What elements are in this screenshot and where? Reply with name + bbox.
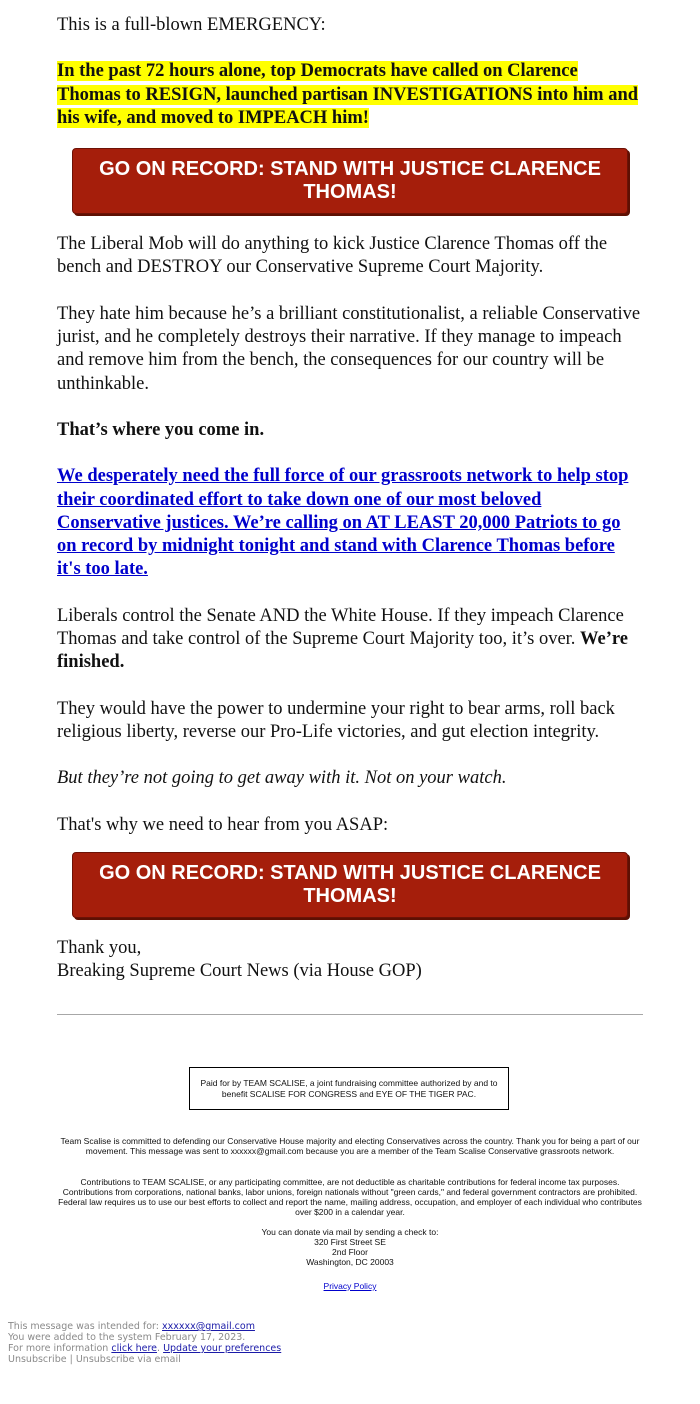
intended-email-link[interactable]: xxxxxx@gmail.com bbox=[162, 1321, 255, 1332]
email-body bbox=[57, 14, 643, 983]
address-line-1: 320 First Street SE bbox=[314, 1237, 386, 1247]
update-preferences-link[interactable]: Update your preferences bbox=[163, 1343, 282, 1354]
intended-for-line bbox=[8, 1321, 408, 1332]
paid-for-box bbox=[189, 1067, 509, 1110]
privacy-policy-link[interactable]: Privacy Policy bbox=[323, 1281, 377, 1291]
asap-line: That's why we need to hear from you ASAP: bbox=[57, 814, 389, 835]
contributions-text: Contributions to TEAM SCALISE, or any participating committee, are not deductible as charitable contributions for federal income tax purposes. Contributions from corporations, national banks, labor unions, foreign nationals without "green cards," and federal government contractors are prohibited. Federal law requires us to use our best efforts to collect and report the name, mailing address, occupation, and employer of each individual who contributes over $200 in a calendar year. bbox=[58, 1177, 642, 1217]
highlight-text: In the past 72 hours alone, top Democrats have called on Clarence Thomas to RESIGN, launched partisan INVESTIGATIONS into him and his wife, and moved to IMPEACH him! bbox=[57, 61, 639, 128]
paragraph-they-hate: They hate him because he’s a brilliant constitutionalist, a reliable Conservative jurist, and he completely destroys their narrative. If they manage to impeach and remove him from the bench, the consequences for our country will be unthinkable. bbox=[57, 303, 641, 394]
address-line-2: 2nd Floor bbox=[332, 1247, 368, 1257]
emergency-intro: This is a full-blown EMERGENCY: bbox=[57, 15, 326, 35]
more-info-line bbox=[8, 1343, 408, 1354]
address-line-3: Washington, DC 20003 bbox=[306, 1257, 394, 1267]
cta-button-top[interactable]: GO ON RECORD: STAND WITH JUSTICE CLARENCE THOMAS! bbox=[72, 148, 628, 214]
italic-line: But they’re not going to get away with it. Not on your watch. bbox=[57, 768, 507, 789]
unsubscribe-line bbox=[8, 1354, 408, 1365]
click-here-link[interactable]: click here bbox=[111, 1343, 158, 1354]
paragraph-power: They would have the power to undermine your right to bear arms, roll back religious liberty, reverse our Pro-Life victories, and gut election integrity. bbox=[57, 698, 615, 742]
highlight-paragraph bbox=[57, 60, 643, 130]
footer-address bbox=[57, 1227, 643, 1267]
where-you-come-in: That’s where you come in. bbox=[57, 419, 265, 440]
cta-wrapper-top bbox=[57, 148, 643, 214]
grassroots-link[interactable]: We desperately need the full force of our grassroots network to help stop their coordinated effort to take down one of our most beloved Conservative justices. We’re calling on AT LEAST 20,000 Patriots to go on record by midnight tonight and stand with Clarence Thomas before it's too late. bbox=[57, 466, 629, 580]
footer-privacy bbox=[57, 1281, 643, 1291]
committed-text: Team Scalise is committed to defending our Conservative House majority and electing Conservatives across the country. Thank you for being a part of our movement. This message was sent to xxxxxx@gmail.com because you are a member of the Team Scalise Conservative grassroots network. bbox=[60, 1136, 640, 1156]
liberals-control-text: Liberals control the Senate AND the White House. If they impeach Clarence Thomas and take control of the Supreme Court Majority too, it’s over. bbox=[57, 605, 624, 650]
intended-for-label: This message was intended for: bbox=[8, 1321, 159, 1332]
paragraph-liberal-mob: The Liberal Mob will do anything to kick Justice Clarence Thomas off the bench and DESTROY our Conservative Supreme Court Majority. bbox=[57, 234, 608, 278]
pipe-separator: | bbox=[69, 1354, 73, 1365]
divider-line bbox=[57, 1014, 643, 1015]
paragraph-liberals-control bbox=[57, 605, 643, 675]
separator: . bbox=[157, 1343, 161, 1354]
message-meta bbox=[8, 1321, 408, 1365]
cta-button-bottom[interactable]: GO ON RECORD: STAND WITH JUSTICE CLARENCE THOMAS! bbox=[72, 852, 628, 918]
more-info-label: For more information bbox=[8, 1343, 109, 1354]
thank-you: Thank you, bbox=[57, 937, 142, 958]
were-finished-text: We’re finished. bbox=[57, 629, 628, 673]
paid-for-text: Paid for by TEAM SCALISE, a joint fundraising committee authorized by and to benefit SCALISE FOR CONGRESS and EYE OF THE TIGER PAC. bbox=[200, 1078, 498, 1099]
cta-wrapper-bottom bbox=[57, 852, 643, 918]
footer-committed bbox=[57, 1136, 643, 1156]
unsubscribe-email-link[interactable]: Unsubscribe via email bbox=[75, 1354, 181, 1365]
unsubscribe-link[interactable]: Unsubscribe bbox=[8, 1354, 67, 1365]
signature: Breaking Supreme Court News (via House GOP) bbox=[57, 961, 422, 982]
donate-by-mail: You can donate via mail by sending a check to: bbox=[261, 1227, 439, 1237]
footer-contributions bbox=[57, 1177, 643, 1217]
added-to-system: You were added to the system February 17, 2023. bbox=[8, 1332, 246, 1343]
